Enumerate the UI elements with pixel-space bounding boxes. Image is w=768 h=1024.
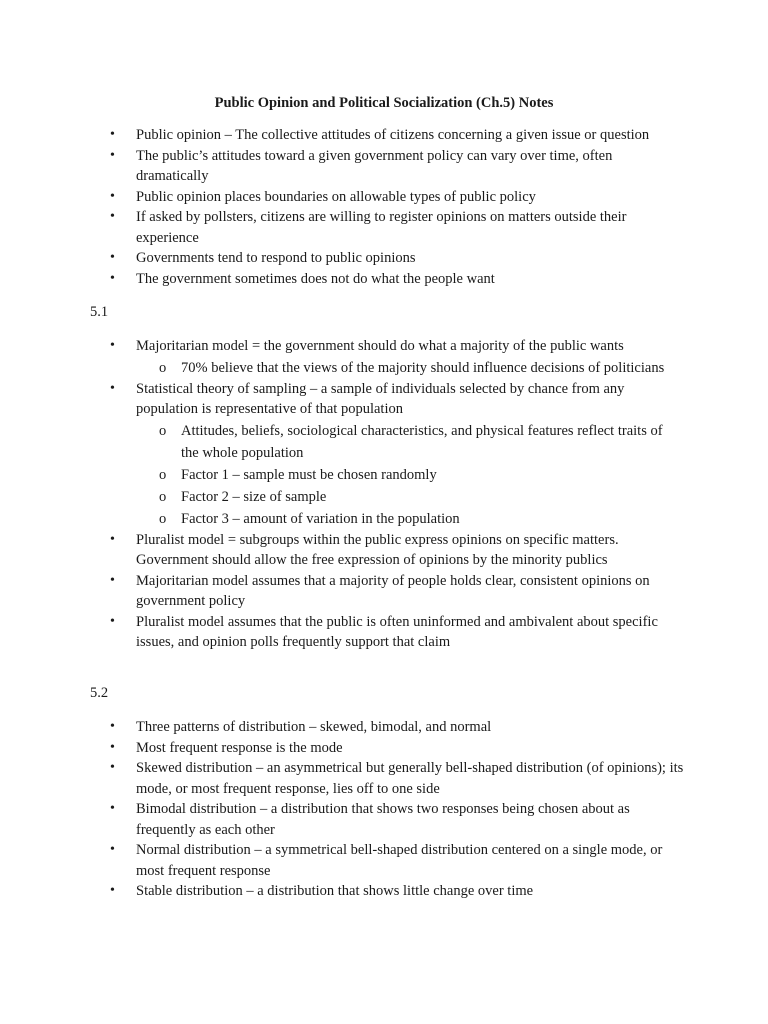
bullet-icon: • <box>110 739 115 755</box>
sub-bullet-icon: o <box>159 359 167 376</box>
list-item <box>0 799 684 840</box>
list-item-text: The government sometimes does not do what the people want <box>136 270 495 287</box>
list-item <box>0 187 684 208</box>
list-item-text: Bimodal distribution – a distribution that shows two responses being chosen about as frequently as each other <box>136 801 630 838</box>
sub-list <box>136 420 684 530</box>
list-item-text: Majoritarian model = the government should do what a majority of the public wants <box>136 338 624 354</box>
bullet-icon: • <box>110 719 115 734</box>
list-item-text: Skewed distribution – an asymmetrical but generally bell-shaped distribution (of opinions); its mode, or most frequent response, lies off to one side <box>136 760 684 797</box>
bullet-icon: • <box>110 250 115 265</box>
list-item-text: If asked by pollsters, citizens are willing to register opinions on matters outside their experience <box>136 209 627 246</box>
list-item <box>0 840 684 881</box>
bullet-icon: • <box>110 127 115 142</box>
bullet-icon: • <box>110 380 115 396</box>
bullet-icon: • <box>110 188 115 204</box>
document-title: Public Opinion and Political Socialization (Ch.5) Notes <box>214 95 554 111</box>
bullet-icon: • <box>110 572 115 588</box>
list-item-text: Public opinion – The collective attitudes of citizens concerning a given issue or question <box>136 127 650 143</box>
list-item <box>0 125 684 146</box>
sub-list-item-text: Factor 2 – size of sample <box>181 488 327 505</box>
list-item <box>0 207 684 248</box>
list-item <box>0 738 684 759</box>
list-item <box>0 530 684 571</box>
bullet-icon: • <box>110 531 115 547</box>
sub-list-item-text: Factor 1 – sample must be chosen randomly <box>181 466 437 483</box>
list-item-text: Three patterns of distribution – skewed, bimodal, and normal <box>136 719 492 735</box>
list-item <box>0 612 684 653</box>
bullet-icon: • <box>110 883 115 898</box>
sub-list-item <box>159 357 671 379</box>
list-item-text: The public’s attitudes toward a given government policy can vary over time, often dramatically <box>136 147 613 184</box>
section-5-1-list <box>0 336 768 653</box>
list-item <box>0 146 684 187</box>
bullet-icon: • <box>110 842 115 857</box>
sub-list-item <box>159 464 671 486</box>
intro-list <box>0 125 768 289</box>
list-item-text: Majoritarian model assumes that a majority of people holds clear, consistent opinions on government policy <box>136 572 650 609</box>
section-heading-5-1: 5.1 <box>90 304 109 320</box>
bullet-icon: • <box>110 613 115 629</box>
list-item-text: Normal distribution – a symmetrical bell-shaped distribution centered on a single mode, or most frequent response <box>136 842 663 879</box>
bullet-icon: • <box>110 147 115 163</box>
list-item-text: Most frequent response is the mode <box>136 739 343 756</box>
bullet-icon: • <box>110 801 115 816</box>
section-5-2-list <box>0 717 768 902</box>
sub-list-item <box>159 420 671 464</box>
sub-list-item-text: Attitudes, beliefs, sociological characteristics, and physical features reflect traits of the whole population <box>181 422 663 461</box>
list-item <box>0 758 684 799</box>
bullet-icon: • <box>110 760 115 775</box>
list-item <box>0 269 684 290</box>
sub-bullet-icon: o <box>159 510 167 527</box>
sub-bullet-icon: o <box>159 488 167 505</box>
list-item-text: Public opinion places boundaries on allowable types of public policy <box>136 188 536 205</box>
list-item <box>0 717 684 738</box>
list-item <box>0 571 684 612</box>
sub-list-item <box>159 486 671 508</box>
sub-list-item-text: Factor 3 – amount of variation in the population <box>181 510 460 527</box>
list-item <box>0 379 684 530</box>
sub-list <box>136 357 684 379</box>
list-item-text: Pluralist model = subgroups within the public express opinions on specific matters. Government should allow the free expression of opinions by the minority publics <box>136 531 619 568</box>
list-item <box>0 881 684 902</box>
list-item-text: Governments tend to respond to public opinions <box>136 250 416 266</box>
bullet-icon: • <box>110 270 115 286</box>
list-item-text: Pluralist model assumes that the public is often uninformed and ambivalent about specific issues, and opinion polls frequently support that claim <box>136 613 658 650</box>
list-item <box>0 336 684 379</box>
sub-list-item-text: 70% believe that the views of the majority should influence decisions of politicians <box>181 359 665 376</box>
sub-list-item <box>159 508 671 530</box>
sub-bullet-icon: o <box>159 466 167 483</box>
bullet-icon: • <box>110 338 115 353</box>
section-heading-5-2: 5.2 <box>90 685 109 701</box>
list-item-text: Statistical theory of sampling – a sample of individuals selected by chance from any population is representative of that population <box>136 380 625 417</box>
list-item <box>0 248 684 269</box>
sub-bullet-icon: o <box>159 422 167 439</box>
bullet-icon: • <box>110 209 115 224</box>
list-item-text: Stable distribution – a distribution that shows little change over time <box>136 883 534 899</box>
